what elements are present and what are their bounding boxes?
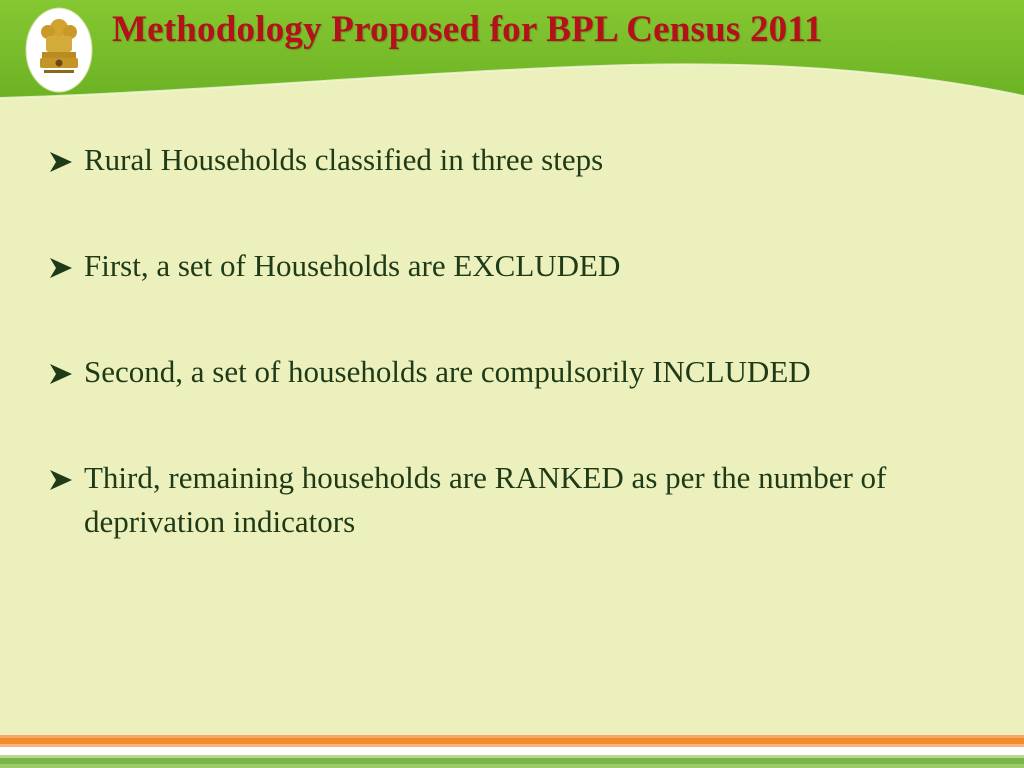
bullet-text: First, a set of Households are EXCLUDED [84, 248, 621, 283]
arrow-bullet-icon [46, 468, 76, 492]
tricolor-footer [0, 735, 1024, 768]
slide-title: Methodology Proposed for BPL Census 2011 [112, 9, 823, 50]
bullet-item [46, 244, 976, 288]
bullet-text: Second, a set of households are compulsorily INCLUDED [84, 354, 811, 389]
bullet-item [46, 350, 976, 394]
arrow-bullet-icon [46, 256, 76, 280]
bullet-text: Third, remaining households are RANKED as per the number of deprivation indicators [84, 460, 887, 539]
emblem-icon [24, 6, 94, 94]
bullet-item [46, 138, 976, 182]
arrow-bullet-icon [46, 150, 76, 174]
bullet-item [46, 456, 976, 544]
arrow-bullet-icon [46, 362, 76, 386]
bullet-text: Rural Households classified in three steps [84, 142, 604, 177]
bullet-list [46, 138, 976, 606]
